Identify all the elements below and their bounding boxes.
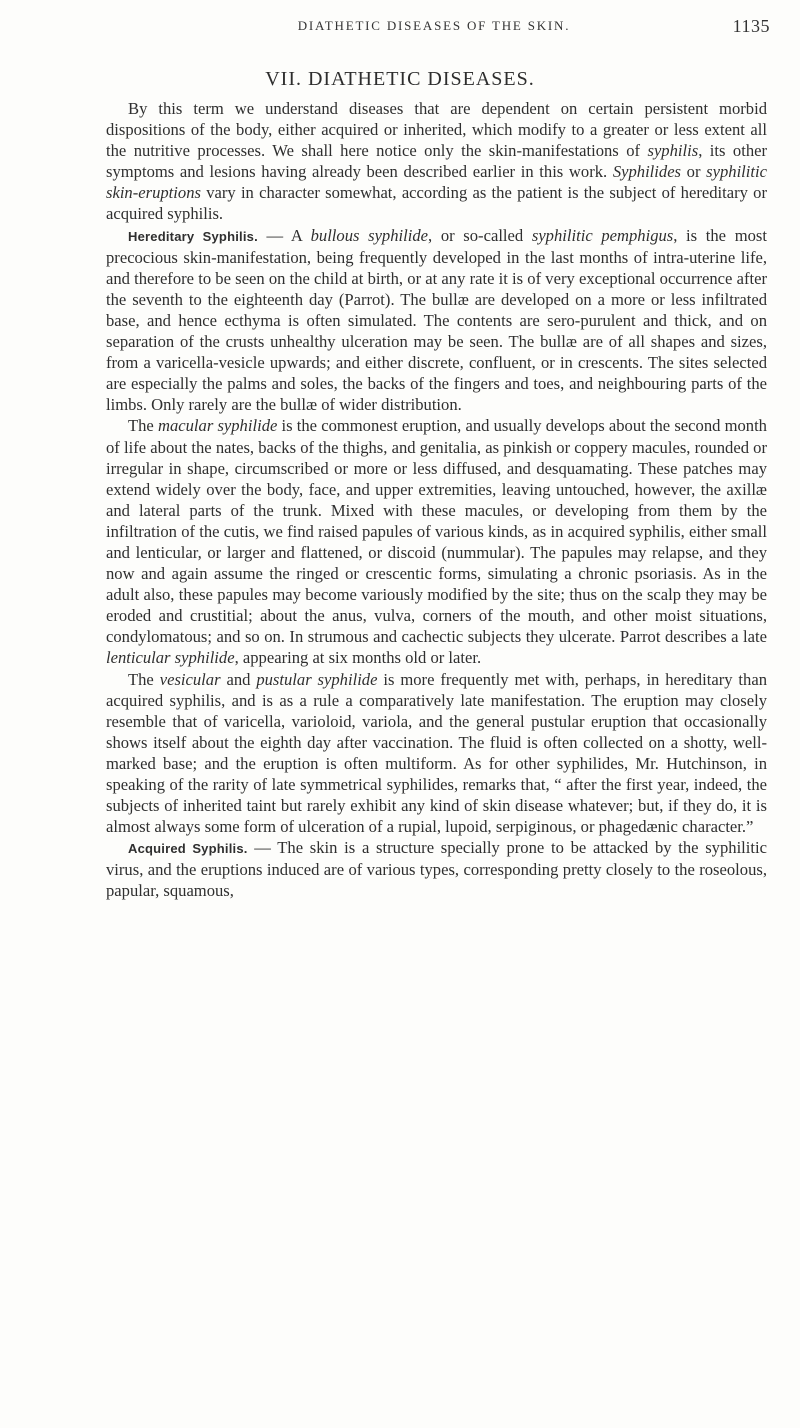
- pustular-term: pustular syphilide: [256, 669, 378, 689]
- page-number: 1135: [732, 16, 770, 36]
- macular-term: macular syphilide: [157, 416, 278, 436]
- syphilides-term: Syphilides: [612, 162, 682, 182]
- intro-or: or: [681, 162, 707, 182]
- running-head: [98, 16, 770, 40]
- paragraph-acquired: [106, 837, 767, 901]
- paragraph-hereditary: [106, 225, 767, 416]
- hereditary-heading: Hereditary Syphilis.: [128, 228, 258, 244]
- acquired-heading: Acquired Syphilis.: [128, 841, 248, 857]
- paragraph-intro: [106, 98, 767, 225]
- macular-pre: The: [128, 416, 158, 436]
- macular-text-2: , appearing at six months old or later.: [234, 648, 482, 668]
- hereditary-text: , is the most precocious skin-manifestation, being frequently developed in the last months of intra-uterine life, and therefore to be seen on the child at birth, or at any rate it is of very exceptional occurrence after the seventh to the eighteenth day (Parrot). The bullæ are developed on a more or less infiltrated base, and hence ecthyma is often simulated. The contents are sero-purulent and thick, and on separation of the crusts unhealthy ulceration may be seen. The bullæ are of all shapes and sizes, from a varicella-vesicle upwards; and either discrete, confluent, or in crescents. The sites selected are especially the palms and soles, the backs of the fingers and toes, and neighbouring parts of the limbs. Only rarely are the bullæ of wider distribution.: [106, 225, 767, 415]
- hereditary-or-so-called: , or so-called: [428, 225, 532, 245]
- lenticular-term: lenticular syphilide: [106, 648, 235, 668]
- pemphigus-term: syphilitic pemphigus: [531, 225, 674, 245]
- intro-text-2: , its other symptoms and lesions having already been described earlier in this work.: [106, 141, 768, 182]
- vesicular-term: vesicular: [159, 669, 221, 689]
- hereditary-dash: — A: [257, 225, 311, 245]
- paragraph-vesicular: [106, 669, 767, 838]
- intro-text: By this term we understand diseases that are dependent on certain persistent morbid dispositions of the body, either acquired or inherited, which modify to a greater or less extent all the nutritive processes. We shall here notice only the skin-manifestations of: [106, 99, 767, 161]
- vesicular-pre: The: [128, 669, 160, 689]
- intro-text-3: vary in character somewhat, according as the patient is the subject of hereditary or acquired syphilis.: [106, 183, 767, 224]
- paragraph-macular: [106, 415, 767, 668]
- acquired-text: — The skin is a structure specially prone to be attacked by the syphilitic virus, and the eruptions induced are of various types, corresponding pretty closely to the roseolous, papular, squamous,: [106, 838, 767, 901]
- syphilitic-eruptions-term: syphilitic skin-eruptions: [106, 162, 767, 203]
- vesicular-and: and: [220, 669, 257, 689]
- body-text: [106, 98, 767, 902]
- vesicular-text: is more frequently met with, perhaps, in hereditary than acquired syphilis, and is as a rule a comparatively late manifestation. The eruption may closely resemble that of varicella, varioloid, variola, and the general pustular eruption that occasionally shows itself about the eighth day after vaccination. The fluid is often collected on a shotty, well-marked base; and the eruption is often multiform. As for other syphilides, Mr. Hutchinson, in speaking of the rarity of late symmetrical syphilides, remarks that, “ after the first year, indeed, the subjects of inherited taint but rarely exhibit any kind of skin disease whatever; but, if they do, it is almost always some form of ulceration of a rupial, lupoid, serpiginous, or phagedænic character.”: [106, 669, 767, 837]
- macular-text: is the commonest eruption, and usually develops about the second month of life about the nates, backs of the thighs, and genitalia, as pinkish or coppery macules, rounded or irregular in shape, circumscribed or more or less diffused, and desquamating. These patches may extend widely over the body, face, and upper extremities, leaving untouched, however, the axillæ and lateral parts of the trunk. Mixed with these macules, or developing from them by the infiltration of the cutis, we find raised papules of various kinds, as in acquired syphilis, either small and lenticular, or larger and flattened, or discoid (nummular). The papules may relapse, and they now and again assume the ringed or crescentic forms, simulating a chronic psoriasis. As in the adult also, these papules may become variously modified by the site; thus on the scalp they may be eroded and crustitial; about the anus, vulva, corners of the mouth, and other moist situations, condylomatous; and so on. In strumous and cachectic subjects they ulcerate. Parrot describes a late: [106, 416, 767, 647]
- section-heading: VII. DIATHETIC DISEASES.: [265, 68, 535, 90]
- running-title: DIATHETIC DISEASES OF THE SKIN.: [297, 18, 571, 33]
- syphilis-term: syphilis: [647, 141, 699, 161]
- bullous-term: bullous syphilide: [310, 225, 429, 245]
